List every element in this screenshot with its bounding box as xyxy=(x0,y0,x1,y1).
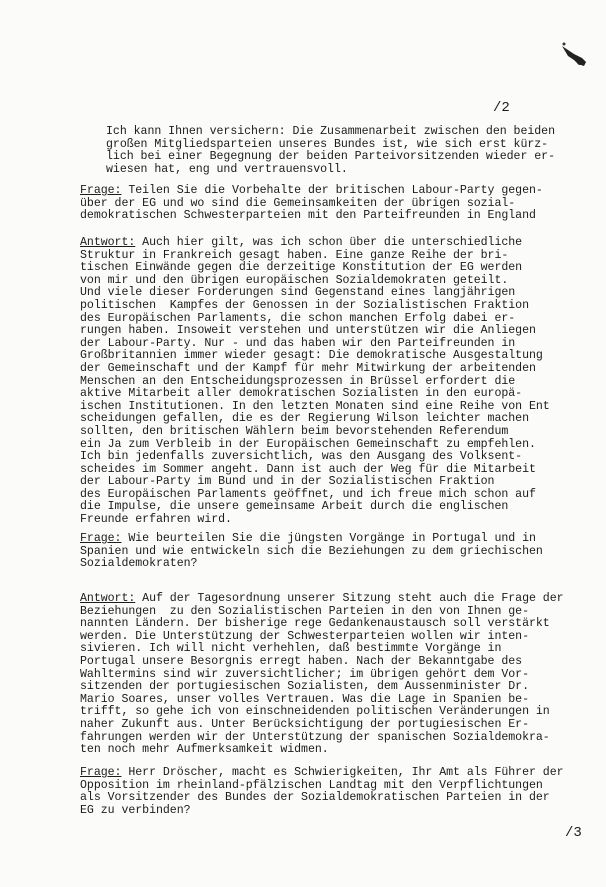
line-text: demokratischen Schwesterparteien mit den Parteifreunden in England xyxy=(80,209,536,223)
text-line xyxy=(80,744,600,757)
line-text: scheides im Sommer angeht. Dann ist auch der Weg für die Mitarbeit xyxy=(80,462,536,476)
line-text: ten noch mehr Aufmerksamkeit widmen. xyxy=(80,743,329,757)
line-text: Teilen Sie die Vorbehalte der britischen Labour-Party gegen- xyxy=(121,184,543,197)
line-text: trifft, so gehe ich von einschneidenden politischen Veränderungen in xyxy=(80,705,550,719)
question-answer-label: Frage: xyxy=(80,184,122,197)
line-text: der Labour-Party im Bund und in der Sozialistischen Fraktion xyxy=(80,475,495,489)
line-text: ein Ja zum Verbleib in der Europäischen Gemeinschaft zu empfehlen. xyxy=(80,437,536,451)
line-text: Und viele dieser Forderungen sind Gegenstand eines langjährigen xyxy=(80,286,516,300)
paragraph-antwort2 xyxy=(80,593,600,757)
line-text: Beziehungen zu den Sozialistischen Parteien in den von Ihnen ge- xyxy=(80,604,529,618)
line-text: wiesen hat, eng und vertrauensvoll. xyxy=(106,162,348,176)
line-text: Menschen an den Entscheidungsprozessen in Brüssel erfordert die xyxy=(80,374,516,388)
line-text: EG zu verbinden? xyxy=(80,803,191,817)
line-text: Auf der Tagesordnung unserer Sitzung steht auch die Frage der xyxy=(135,592,564,605)
line-text: scheidungen gefallen, die es der Regierung Wilson leichter machen xyxy=(80,412,529,426)
question-answer-label: Antwort: xyxy=(80,592,136,605)
line-text: Portugal unsere Besorgnis erregt haben. Nach der Bekanntgabe des xyxy=(80,654,523,668)
line-text: ischen Institutionen. In den letzten Monaten sind eine Reihe von Ent xyxy=(80,399,550,413)
paragraph-frage3 xyxy=(80,767,600,817)
line-text: Struktur in Frankreich gesagt haben. Eine ganze Reihe der bri- xyxy=(80,248,509,262)
line-text: des Europäischen Parlaments, die schon manchen Erfolg dabei er- xyxy=(80,311,516,325)
line-text: Ich bin jedenfalls zuversichtlich, was den Ausgang des Volksent- xyxy=(80,450,523,464)
line-text: Spanien und wie entwickeln sich die Beziehungen zu dem griechischen xyxy=(80,544,543,558)
line-text: der Gemeinschaft und der Kampf für mehr Mitwirkung der arbeitenden xyxy=(80,361,536,375)
page-number-bottom: /3 xyxy=(565,825,582,841)
text-line xyxy=(80,558,600,571)
line-text: fahrungen werden wir der Unterstützung der spanischen Sozialdemokra- xyxy=(80,730,550,744)
line-text: lich bei einer Begegnung der beiden Parteivorsitzenden wieder er- xyxy=(106,150,555,164)
paragraph-antwort1 xyxy=(80,237,600,527)
line-text: sivieren. Ich will nicht verhehlen, daß bestimmte Vorgänge in xyxy=(80,642,502,656)
line-text: naher Zukunft aus. Unter Berücksichtigung der portugiesischen Er- xyxy=(80,717,529,731)
line-text: über der EG und wo sind die Gemeinsamkeiten der übrigen sozial- xyxy=(80,196,516,210)
text-line xyxy=(80,514,600,527)
line-text: Wahltermins sind wir zuversichtlicher; im übrigen gehört dem Vor- xyxy=(80,667,529,681)
line-text: aktive Mitarbeit aller demokratischen Sozialisten in den europä- xyxy=(80,387,523,401)
text-line xyxy=(106,164,606,177)
line-text: Großbritannien immer wieder gesagt: Die demokratische Ausgestaltung xyxy=(80,349,543,363)
paragraph-intro xyxy=(106,126,606,176)
line-text: sollten, den britischen Wählern beim bevorstehenden Referendum xyxy=(80,424,509,438)
line-text: der Labour-Party. Nur - und das haben wir den Parteifreunden in xyxy=(80,336,516,350)
text-line xyxy=(80,805,600,818)
paragraph-frage2 xyxy=(80,533,600,571)
line-text: Herr Dröscher, macht es Schwierigkeiten, Ihr Amt als Führer der xyxy=(121,766,564,779)
text-line xyxy=(80,210,600,223)
line-text: Ich kann Ihnen versichern: Die Zusammenarbeit zwischen den beiden xyxy=(106,125,555,138)
line-text: des Europäischen Parlaments geöffnet, und ich freue mich schon auf xyxy=(80,487,536,501)
line-text: die Impulse, die unsere gemeinsame Arbeit durch die englischen xyxy=(80,500,509,514)
line-text: Opposition im rheinland-pfälzischen Landtag mit den Verpflichtungen xyxy=(80,778,543,792)
line-text: politischen Kampfes der Genossen in der Sozialistischen Fraktion xyxy=(80,298,529,312)
line-text: Freunde erfahren wird. xyxy=(80,513,232,527)
line-text: tischen Einwände gegen die derzeitige Konstitution der EG werden xyxy=(80,261,523,275)
line-text: werden. Die Unterstützung der Schwesterparteien wollen wir inten- xyxy=(80,629,529,643)
line-text: Auch hier gilt, was ich schon über die unterschiedliche xyxy=(135,236,523,249)
line-text: als Vorsitzender des Bundes der Sozialdemokratischen Parteien in der xyxy=(80,791,550,805)
question-answer-label: Frage: xyxy=(80,532,122,545)
ink-blot-mark xyxy=(556,40,592,76)
line-text: Sozialdemokraten? xyxy=(80,557,198,571)
line-text: sitzenden der portugiesischen Sozialisten, dem Aussenminister Dr. xyxy=(80,680,529,694)
line-text: nannten Ländern. Der bisherige rege Gedankenaustausch soll verstärkt xyxy=(80,617,550,631)
page-number-top: /2 xyxy=(493,100,510,116)
paragraph-frage1 xyxy=(80,185,600,223)
line-text: rungen haben. Insoweit verstehen und unterstützen wir die Anliegen xyxy=(80,324,536,338)
line-text: Mario Soares, unser volles Vertrauen. Was die Lage in Spanien be- xyxy=(80,692,529,706)
line-text: Wie beurteilen Sie die jüngsten Vorgänge in Portugal und in xyxy=(121,532,536,545)
line-text: von mir und den übrigen europäischen Sozialdemokraten geteilt. xyxy=(80,273,509,287)
question-answer-label: Frage: xyxy=(80,766,122,779)
question-answer-label: Antwort: xyxy=(80,236,136,249)
line-text: großen Mitgliedsparteien unseres Bundes ist, wie sich erst kürz- xyxy=(106,137,549,151)
